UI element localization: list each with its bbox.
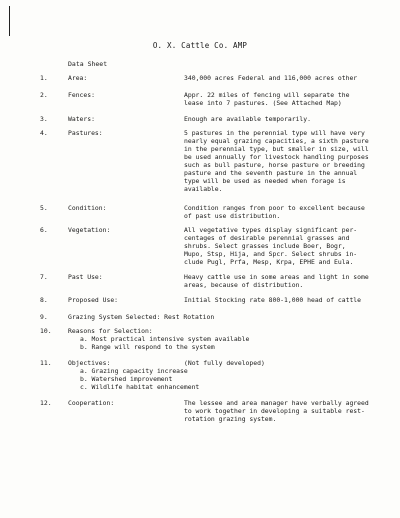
sub-list: a. Most practical intensive system available b. Range will respond to the system [80, 335, 250, 351]
item-value: Initial Stocking rate 800-1,000 head of cattle [184, 296, 361, 304]
item-label: Reasons for Selection: [68, 327, 153, 335]
item-number: 4. [40, 129, 48, 137]
item-label: Past Use: [68, 273, 103, 281]
pen-mark [9, 6, 10, 36]
item-number: 9. [40, 313, 48, 321]
item-label: Fences: [68, 91, 95, 99]
item-value: All vegetative types display significant per- centages of desirable perennial grasses and shrubs. Select grasses include Boer, Bogr, Mupo, Stsp, Hija, and Spcr. Select shrubs in- clude Pugl, Prfa, Mesp, Krpa, EPHE and Eula. [184, 226, 358, 266]
item-value: Enough are available temporarily. [184, 115, 311, 123]
item-label: Proposed Use: [68, 296, 119, 304]
item-label: Vegetation: [68, 226, 111, 234]
item-number: 10. [40, 327, 52, 335]
item-label: Cooperation: [68, 399, 115, 407]
item-label: Pastures: [68, 129, 103, 137]
item-number: 6. [40, 226, 48, 234]
item-number: 3. [40, 115, 48, 123]
item-label: Condition: [68, 204, 107, 212]
item-number: 11. [40, 359, 52, 367]
item-value: Heavy cattle use in some areas and light in some areas, because of distribution. [184, 273, 369, 289]
sub-list: a. Grazing capacity increase b. Watershed improvement c. Wildlife habitat enhancement [80, 367, 200, 391]
item-note: (Not fully developed) [184, 359, 265, 367]
item-value: 340,000 acres Federal and 116,000 acres other [184, 74, 358, 82]
item-value: The lessee and area manager have verbally agreed to work together in developing a suitable rest- rotation grazing system. [184, 399, 369, 423]
item-number: 8. [40, 296, 48, 304]
document-subtitle: Data Sheet [68, 60, 108, 68]
item-value: Appr. 22 miles of fencing will separate the lease into 7 pastures. (See Attached Map) [184, 91, 350, 107]
item-label: Waters: [68, 115, 95, 123]
item-value: 5 pastures in the perennial type will have very nearly equal grazing capacities, a sixth pasture in the perennial type, but smaller in size, will be used annually for livestock handling purposes such as bull pasture, horse pasture or breeding pasture and the seventh pasture in the annual type will be used as needed when forage is available. [184, 129, 369, 193]
item-number: 7. [40, 273, 48, 281]
item-number: 5. [40, 204, 48, 212]
item-label: Objectives: [68, 359, 111, 367]
item-value: Condition ranges from poor to excellent because of past use distribution. [184, 204, 365, 220]
item-label: Grazing System Selected: Rest Rotation [68, 313, 215, 321]
item-label: Area: [68, 74, 88, 82]
document-title: O. X. Cattle Co. AMP [152, 41, 248, 50]
item-number: 2. [40, 91, 48, 99]
item-number: 12. [40, 399, 52, 407]
item-number: 1. [40, 74, 48, 82]
